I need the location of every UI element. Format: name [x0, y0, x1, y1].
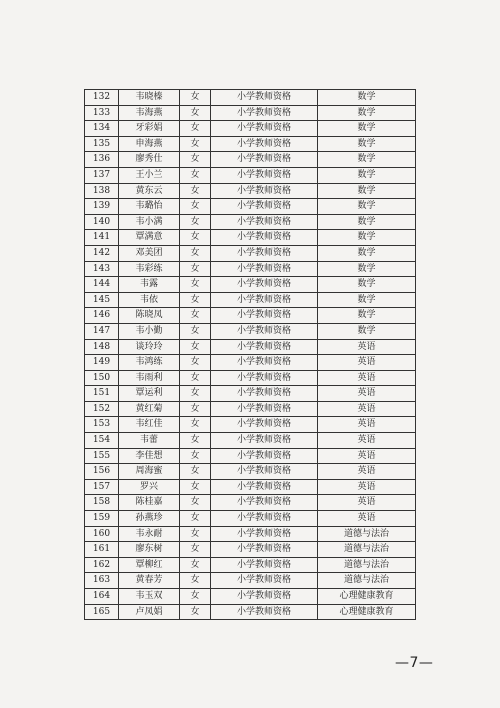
table-row	[85, 448, 416, 464]
table-row	[85, 308, 416, 324]
sex-cell: 女	[180, 292, 211, 308]
name-cell: 卢凤娟	[119, 604, 180, 620]
qualification-cell: 小学教师资格	[211, 386, 318, 402]
row-number-cell: 150	[85, 370, 119, 386]
sex-cell: 女	[180, 183, 211, 199]
table-row	[85, 214, 416, 230]
sex-cell: 女	[180, 401, 211, 417]
qualification-cell: 小学教师资格	[211, 573, 318, 589]
name-cell: 罗兴	[119, 479, 180, 495]
name-cell: 王小兰	[119, 167, 180, 183]
subject-cell: 数学	[318, 183, 416, 199]
name-cell: 陈晓凤	[119, 308, 180, 324]
name-cell: 李佳想	[119, 448, 180, 464]
row-number-cell: 146	[85, 308, 119, 324]
sex-cell: 女	[180, 323, 211, 339]
qualification-cell: 小学教师资格	[211, 214, 318, 230]
subject-cell: 数学	[318, 199, 416, 215]
subject-cell: 数学	[318, 105, 416, 121]
qualification-cell: 小学教师资格	[211, 479, 318, 495]
table-row	[85, 511, 416, 527]
name-cell: 韦露	[119, 277, 180, 293]
row-number-cell: 149	[85, 355, 119, 371]
table-row	[85, 261, 416, 277]
table-row	[85, 230, 416, 246]
table-row	[85, 339, 416, 355]
row-number-cell: 138	[85, 183, 119, 199]
qualification-cell: 小学教师资格	[211, 308, 318, 324]
row-number-cell: 145	[85, 292, 119, 308]
table-row	[85, 464, 416, 480]
qualification-cell: 小学教师资格	[211, 526, 318, 542]
qualification-cell: 小学教师资格	[211, 292, 318, 308]
name-cell: 廖东树	[119, 542, 180, 558]
qualification-cell: 小学教师资格	[211, 152, 318, 168]
qualification-cell: 小学教师资格	[211, 277, 318, 293]
qualification-cell: 小学教师资格	[211, 401, 318, 417]
table-row	[85, 495, 416, 511]
subject-cell: 数学	[318, 277, 416, 293]
table-row	[85, 401, 416, 417]
subject-cell: 数学	[318, 121, 416, 137]
qualification-cell: 小学教师资格	[211, 121, 318, 137]
subject-cell: 数学	[318, 167, 416, 183]
sex-cell: 女	[180, 230, 211, 246]
row-number-cell: 161	[85, 542, 119, 558]
name-cell: 覃运利	[119, 386, 180, 402]
row-number-cell: 132	[85, 90, 119, 106]
subject-cell: 数学	[318, 230, 416, 246]
subject-cell: 英语	[318, 355, 416, 371]
sex-cell: 女	[180, 511, 211, 527]
subject-cell: 英语	[318, 433, 416, 449]
qualification-cell: 小学教师资格	[211, 136, 318, 152]
qualification-cell: 小学教师资格	[211, 604, 318, 620]
table-row	[85, 604, 416, 620]
table-row	[85, 557, 416, 573]
row-number-cell: 151	[85, 386, 119, 402]
table-row	[85, 370, 416, 386]
page-number: —7—	[395, 655, 434, 671]
name-cell: 韦依	[119, 292, 180, 308]
sex-cell: 女	[180, 495, 211, 511]
row-number-cell: 134	[85, 121, 119, 137]
row-number-cell: 154	[85, 433, 119, 449]
name-cell: 孙燕珍	[119, 511, 180, 527]
sex-cell: 女	[180, 589, 211, 605]
subject-cell: 数学	[318, 292, 416, 308]
subject-cell: 道德与法治	[318, 557, 416, 573]
qualification-cell: 小学教师资格	[211, 589, 318, 605]
name-cell: 韦蕾	[119, 433, 180, 449]
sex-cell: 女	[180, 433, 211, 449]
name-cell: 谈玲玲	[119, 339, 180, 355]
qualification-cell: 小学教师资格	[211, 245, 318, 261]
qualification-cell: 小学教师资格	[211, 433, 318, 449]
name-cell: 覃柳红	[119, 557, 180, 573]
table-row	[85, 589, 416, 605]
sex-cell: 女	[180, 370, 211, 386]
name-cell: 韦璐怡	[119, 199, 180, 215]
subject-cell: 英语	[318, 417, 416, 433]
name-cell: 韦红佳	[119, 417, 180, 433]
row-number-cell: 163	[85, 573, 119, 589]
sex-cell: 女	[180, 479, 211, 495]
name-cell: 黄春芳	[119, 573, 180, 589]
subject-cell: 数学	[318, 136, 416, 152]
sex-cell: 女	[180, 339, 211, 355]
name-cell: 覃满意	[119, 230, 180, 246]
sex-cell: 女	[180, 573, 211, 589]
sex-cell: 女	[180, 604, 211, 620]
table-row	[85, 277, 416, 293]
table-row	[85, 386, 416, 402]
row-number-cell: 139	[85, 199, 119, 215]
table-row	[85, 90, 416, 106]
sex-cell: 女	[180, 464, 211, 480]
name-cell: 牙彩娟	[119, 121, 180, 137]
sex-cell: 女	[180, 308, 211, 324]
qualification-cell: 小学教师资格	[211, 417, 318, 433]
sex-cell: 女	[180, 245, 211, 261]
row-number-cell: 156	[85, 464, 119, 480]
qualification-cell: 小学教师资格	[211, 464, 318, 480]
qualification-cell: 小学教师资格	[211, 370, 318, 386]
subject-cell: 数学	[318, 90, 416, 106]
sex-cell: 女	[180, 277, 211, 293]
subject-cell: 英语	[318, 401, 416, 417]
teacher-list-table-container	[84, 89, 415, 620]
qualification-cell: 小学教师资格	[211, 355, 318, 371]
sex-cell: 女	[180, 214, 211, 230]
name-cell: 黄东云	[119, 183, 180, 199]
name-cell: 陈桂嘉	[119, 495, 180, 511]
subject-cell: 英语	[318, 448, 416, 464]
sex-cell: 女	[180, 105, 211, 121]
qualification-cell: 小学教师资格	[211, 495, 318, 511]
row-number-cell: 152	[85, 401, 119, 417]
sex-cell: 女	[180, 261, 211, 277]
qualification-cell: 小学教师资格	[211, 339, 318, 355]
subject-cell: 英语	[318, 479, 416, 495]
row-number-cell: 157	[85, 479, 119, 495]
subject-cell: 数学	[318, 261, 416, 277]
sex-cell: 女	[180, 386, 211, 402]
table-row	[85, 183, 416, 199]
subject-cell: 道德与法治	[318, 573, 416, 589]
table-row	[85, 479, 416, 495]
subject-cell: 心理健康教育	[318, 604, 416, 620]
row-number-cell: 143	[85, 261, 119, 277]
sex-cell: 女	[180, 167, 211, 183]
sex-cell: 女	[180, 417, 211, 433]
row-number-cell: 144	[85, 277, 119, 293]
subject-cell: 英语	[318, 386, 416, 402]
name-cell: 韦雨利	[119, 370, 180, 386]
row-number-cell: 148	[85, 339, 119, 355]
table-row	[85, 417, 416, 433]
table-row	[85, 292, 416, 308]
sex-cell: 女	[180, 136, 211, 152]
row-number-cell: 135	[85, 136, 119, 152]
name-cell: 韦永耐	[119, 526, 180, 542]
qualification-cell: 小学教师资格	[211, 199, 318, 215]
name-cell: 邓美团	[119, 245, 180, 261]
row-number-cell: 137	[85, 167, 119, 183]
row-number-cell: 142	[85, 245, 119, 261]
table-row	[85, 199, 416, 215]
name-cell: 廖秀仕	[119, 152, 180, 168]
row-number-cell: 141	[85, 230, 119, 246]
subject-cell: 英语	[318, 370, 416, 386]
row-number-cell: 140	[85, 214, 119, 230]
qualification-cell: 小学教师资格	[211, 323, 318, 339]
row-number-cell: 133	[85, 105, 119, 121]
table-row	[85, 167, 416, 183]
subject-cell: 英语	[318, 339, 416, 355]
row-number-cell: 159	[85, 511, 119, 527]
qualification-cell: 小学教师资格	[211, 90, 318, 106]
subject-cell: 数学	[318, 308, 416, 324]
sex-cell: 女	[180, 121, 211, 137]
qualification-cell: 小学教师资格	[211, 448, 318, 464]
subject-cell: 英语	[318, 495, 416, 511]
subject-cell: 道德与法治	[318, 542, 416, 558]
qualification-cell: 小学教师资格	[211, 511, 318, 527]
name-cell: 周海蜜	[119, 464, 180, 480]
subject-cell: 数学	[318, 214, 416, 230]
qualification-cell: 小学教师资格	[211, 230, 318, 246]
qualification-cell: 小学教师资格	[211, 542, 318, 558]
table-row	[85, 526, 416, 542]
row-number-cell: 155	[85, 448, 119, 464]
name-cell: 韦小勤	[119, 323, 180, 339]
name-cell: 黄红菊	[119, 401, 180, 417]
table-row	[85, 121, 416, 137]
table-body	[85, 90, 416, 620]
qualification-cell: 小学教师资格	[211, 261, 318, 277]
name-cell: 申海燕	[119, 136, 180, 152]
sex-cell: 女	[180, 152, 211, 168]
name-cell: 韦彩练	[119, 261, 180, 277]
sex-cell: 女	[180, 448, 211, 464]
subject-cell: 数学	[318, 152, 416, 168]
row-number-cell: 160	[85, 526, 119, 542]
row-number-cell: 153	[85, 417, 119, 433]
qualification-cell: 小学教师资格	[211, 167, 318, 183]
subject-cell: 英语	[318, 511, 416, 527]
table-row	[85, 542, 416, 558]
name-cell: 韦玉双	[119, 589, 180, 605]
sex-cell: 女	[180, 90, 211, 106]
subject-cell: 心理健康教育	[318, 589, 416, 605]
sex-cell: 女	[180, 542, 211, 558]
qualification-cell: 小学教师资格	[211, 557, 318, 573]
name-cell: 韦晓榛	[119, 90, 180, 106]
row-number-cell: 164	[85, 589, 119, 605]
subject-cell: 道德与法治	[318, 526, 416, 542]
row-number-cell: 136	[85, 152, 119, 168]
table-row	[85, 433, 416, 449]
row-number-cell: 162	[85, 557, 119, 573]
row-number-cell: 165	[85, 604, 119, 620]
table-row	[85, 355, 416, 371]
sex-cell: 女	[180, 355, 211, 371]
table-row	[85, 245, 416, 261]
qualification-cell: 小学教师资格	[211, 183, 318, 199]
name-cell: 韦鸿练	[119, 355, 180, 371]
table-row	[85, 323, 416, 339]
sex-cell: 女	[180, 557, 211, 573]
table-row	[85, 152, 416, 168]
subject-cell: 英语	[318, 464, 416, 480]
table-row	[85, 105, 416, 121]
table-row	[85, 136, 416, 152]
subject-cell: 数学	[318, 245, 416, 261]
sex-cell: 女	[180, 199, 211, 215]
table-row	[85, 573, 416, 589]
row-number-cell: 147	[85, 323, 119, 339]
sex-cell: 女	[180, 526, 211, 542]
subject-cell: 数学	[318, 323, 416, 339]
row-number-cell: 158	[85, 495, 119, 511]
teacher-list-table	[84, 89, 416, 620]
name-cell: 韦小满	[119, 214, 180, 230]
qualification-cell: 小学教师资格	[211, 105, 318, 121]
name-cell: 韦海燕	[119, 105, 180, 121]
